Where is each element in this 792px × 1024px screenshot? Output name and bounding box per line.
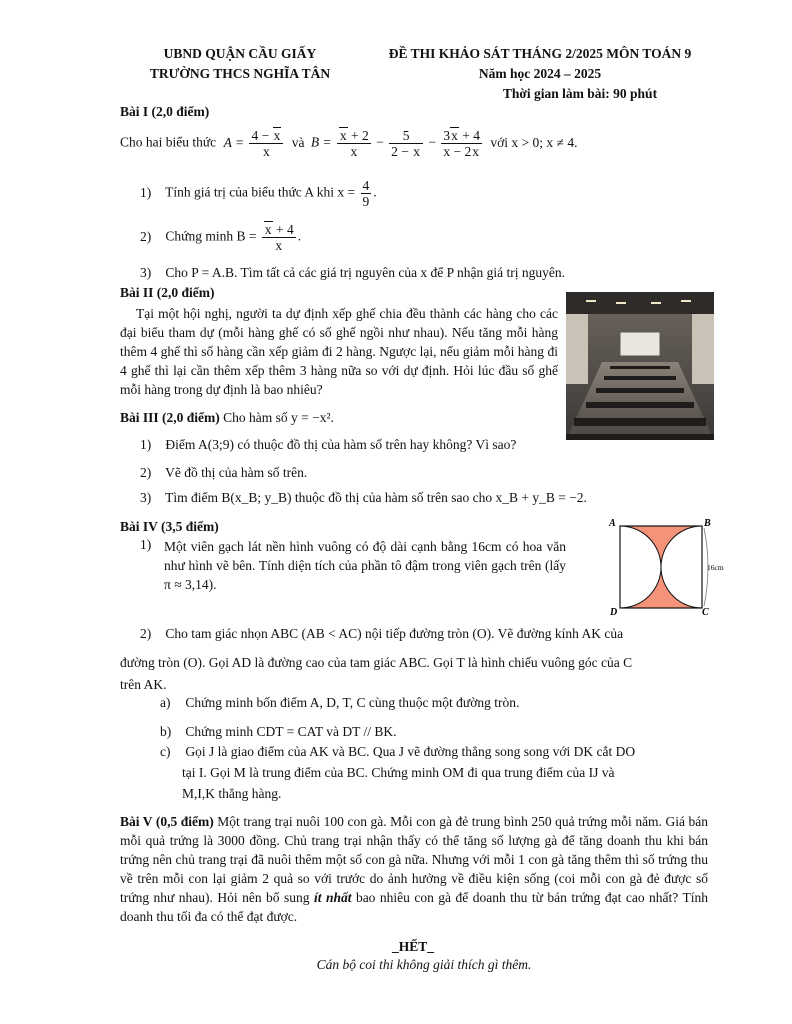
bai5-title: Bài V (0,5 điểm): [120, 814, 214, 829]
bai4-qb-text: Chứng minh CDT = CAT và DT // BK.: [185, 724, 397, 739]
bai3-header: [120, 410, 334, 426]
bai4-q2-line3: trên AK.: [120, 677, 167, 692]
bai4-qb: [160, 724, 396, 740]
bai5-emphasis: ít nhất: [313, 890, 352, 905]
end-mark: _HẾT_: [391, 939, 434, 954]
bai3-q3: [140, 490, 587, 506]
bai3-q1-text: Điểm A(3;9) có thuộc đồ thị của hàm số trên hay không? Vì sao?: [165, 437, 517, 452]
bai4-qa-num: a): [160, 695, 171, 710]
bai3-q3-num: 3): [140, 490, 152, 505]
bai1-intro-prefix: Cho hai biểu thức: [120, 134, 217, 150]
bai4-q2-line2: đường tròn (O). Gọi AD là đường cao của tam giác ABC. Gọi T là hình chiếu vuông góc của C: [120, 655, 633, 670]
school-name: TRƯỜNG THCS NGHĨA TÂN: [149, 66, 331, 81]
label-b: B: [704, 518, 711, 529]
exam-title: ĐỀ THI KHẢO SÁT THÁNG 2/2025 MÔN TOÁN 9: [388, 46, 692, 61]
bai4-q2-line1: [140, 626, 623, 642]
bai3-q1-num: 1): [140, 437, 152, 452]
bai4-qa: [160, 695, 519, 711]
footer-note: Cán bộ coi thi không giải thích gì thêm.: [316, 957, 532, 972]
bai3-title: Bài III (2,0 điểm): [120, 410, 220, 425]
bai1-intro-and: và: [291, 134, 305, 150]
label-c: C: [702, 607, 709, 616]
bai4-q1-num: 1): [140, 537, 152, 552]
bai5-text: [120, 812, 708, 926]
bai1-title: Bài I (2,0 điểm): [120, 104, 210, 119]
bai3-q1: [140, 437, 516, 453]
bai2-text: Tại một hội nghị, người ta dự định xếp ghế chia đều thành các hàng cho các đại biểu tham dự (mỗi hàng ghế có số ghế ngồi như nhau). Nếu tăng mỗi hàng thêm 4 ghế thì số hàng cần xếp giảm đi 2 hàng. Ngược lại, nếu giảm mỗi hàng đi 4 ghế thì lại cần thêm xếp thêm 3 hàng nữa so với dự định. Hỏi lúc đầu số ghế mỗi hàng trong dự định là bao nhiêu?: [120, 306, 558, 397]
conference-hall-illustration: [566, 292, 714, 440]
bai4-qc-line3: M,I,K thẳng hàng.: [182, 786, 282, 801]
bai4-qc-line2: tại I. Gọi M là trung điểm của BC. Chứng minh OM đi qua trung điểm của IJ và: [182, 765, 615, 780]
bai5-text-1: Một trang trại nuôi 100 con gà. Mỗi con gà đẻ trung bình 250 quả trứng mỗi năm. Giá bán mỗi quả trứng là 3000 đồng. Chủ trang trại nhận thấy có thể tăng số lượng gà để tăng doanh thu khi bán trứng nên chủ trang trại đã nuôi thêm một số con gà nữa. Nhưng với mỗi 1 con gà tăng thêm thì số trứng thu về trên mỗi con lại giảm 2 quả so với trước do ảnh hưởng về điều kiện sống (coi mỗi con gà đẻ được số trứng như nhau). Hỏi nên bổ sung: [120, 814, 708, 905]
bai3-q2: [140, 465, 307, 481]
bai1-q1-num: 1): [140, 184, 152, 200]
school-year: Năm học 2024 – 2025: [478, 66, 602, 81]
bai1-q1-text: Tính giá trị của biểu thức A khi x =: [165, 184, 356, 200]
label-d: D: [610, 607, 618, 616]
bai1-q3-num: 3): [140, 265, 152, 280]
bai5-text-2: bao nhiêu con gà để doanh thu từ bán trứng đạt cao nhất? Tính doanh thu tối đa có thể đạt được.: [120, 890, 708, 924]
side-length-label: 16cm: [707, 563, 724, 572]
label-a: A: [609, 518, 616, 529]
bai4-qc-num: c): [160, 744, 171, 759]
bai3-q3-text: Tìm điểm B(x_B; y_B) thuộc đồ thị của hàm số trên sao cho x_B + y_B = −2.: [165, 490, 587, 505]
bai1-q3-text: Cho P = A.B. Tìm tất cả các giá trị nguyên của x để P nhận giá trị nguyên.: [165, 265, 566, 280]
bai4-qb-num: b): [160, 724, 172, 739]
bai1-intro: Cho hai biểu thức A = $\frac{4 - x}{x}$ và B = $\frac{x + 2}{x}$ − $\frac{5}{2 - x}$ − $\frac{3x + 4}{x - 2x}$ với x > 0; x ≠ 4.: [120, 128, 578, 159]
bai1-q2-text: Chứng minh B =: [165, 228, 257, 244]
bai3-q2-text: Vẽ đồ thị của hàm số trên.: [165, 465, 308, 480]
bai1-q2: 2) Chứng minh B = $\frac{x + 4}{x}$ .: [140, 222, 302, 253]
bai4-q1-text: Một viên gạch lát nền hình vuông có độ dài cạnh bằng 16cm có hoa văn như hình vẽ bên. Tính diện tích của phần tô đậm trong viên gạch trên (lấy π ≈ 3,14).: [164, 539, 566, 592]
bai2-title: Bài II (2,0 điểm): [120, 285, 215, 300]
bai4-qa-text: Chứng minh bốn điểm A, D, T, C cùng thuộc một đường tròn.: [185, 695, 520, 710]
bai4-qc-text-1: Gọi J là giao điểm của AK và BC. Qua J vẽ đường thẳng song song với DK cắt DO: [185, 744, 636, 759]
bai4-q2-text-1: Cho tam giác nhọn ABC (AB < AC) nội tiếp đường tròn (O). Vẽ đường kính AK của: [165, 626, 624, 641]
bai1-q1: 1) Tính giá trị của biểu thức A khi x = $\frac{4}{9}$ .: [140, 178, 377, 209]
bai3-intro: Cho hàm số y = −x².: [223, 410, 334, 425]
bai4-q2-num: 2): [140, 626, 152, 641]
tile-figure: [606, 516, 730, 616]
conference-hall-image: [566, 292, 714, 440]
bai4-qc-line1: [160, 744, 635, 760]
bai1-q2-num: 2): [140, 228, 152, 244]
bai3-q2-num: 2): [140, 465, 152, 480]
bai4-title: Bài IV (3,5 điểm): [120, 519, 219, 534]
bai1-q3: [140, 265, 565, 281]
exam-duration: Thời gian làm bài: 90 phút: [502, 86, 658, 101]
school-district: UBND QUẬN CẦU GIẤY: [163, 46, 317, 61]
bai1-intro-cond: với x > 0; x ≠ 4.: [490, 134, 578, 150]
tile-diagram: [606, 516, 730, 616]
